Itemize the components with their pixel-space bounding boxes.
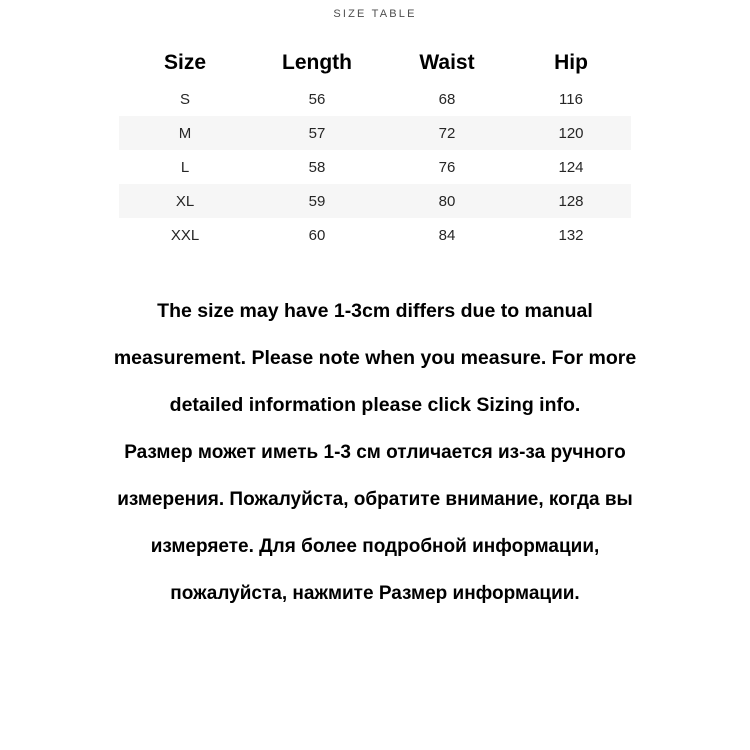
size-table-container [0, 44, 750, 252]
cell-waist: 72 [383, 116, 511, 150]
cell-waist: 68 [438, 90, 456, 108]
cell-waist: 76 [438, 158, 456, 176]
note-line-en-2: measurement. Please note when you measure. For more [113, 347, 637, 369]
note-line-ru-1: Размер может иметь 1-3 см отличается из-за ручного [124, 442, 626, 463]
table-row [119, 82, 631, 116]
column-header-hip: Hip [554, 51, 588, 74]
cell-size: S [179, 90, 190, 108]
notes-section [0, 288, 750, 617]
cell-length: 60 [308, 226, 326, 244]
note-line-en-1: The size may have 1-3cm differs due to manual [157, 300, 593, 322]
table-row [119, 184, 631, 218]
cell-length: 56 [308, 90, 326, 108]
cell-hip: 120 [511, 116, 631, 150]
page-title: SIZE TABLE [333, 8, 417, 20]
table-row [119, 150, 631, 184]
note-line-ru-4: пожалуйста, нажмите Размер информации. [170, 583, 580, 604]
cell-hip: 124 [558, 158, 584, 176]
cell-size: L [180, 158, 190, 176]
cell-hip: 128 [511, 184, 631, 218]
cell-size: XXL [170, 226, 200, 244]
cell-size: M [119, 116, 251, 150]
table-header-row [119, 44, 631, 82]
note-line-ru-3: измеряете. Для более подробной информации, [150, 536, 600, 557]
cell-hip: 132 [558, 226, 584, 244]
cell-length: 57 [251, 116, 383, 150]
cell-waist: 80 [383, 184, 511, 218]
table-row [119, 116, 631, 150]
note-line-ru-2: измерения. Пожалуйста, обратите внимание, когда вы [117, 489, 633, 510]
cell-waist: 84 [438, 226, 456, 244]
title-bar [0, 0, 750, 22]
column-header-waist: Waist [419, 51, 475, 74]
cell-hip: 116 [559, 90, 583, 108]
column-header-size: Size [163, 51, 207, 74]
note-line-en-3: detailed information please click Sizing info. [169, 394, 581, 416]
cell-length: 58 [308, 158, 326, 176]
table-row [119, 218, 631, 252]
cell-length: 59 [251, 184, 383, 218]
size-table [119, 44, 631, 252]
cell-size: XL [119, 184, 251, 218]
column-header-length: Length [282, 51, 352, 74]
